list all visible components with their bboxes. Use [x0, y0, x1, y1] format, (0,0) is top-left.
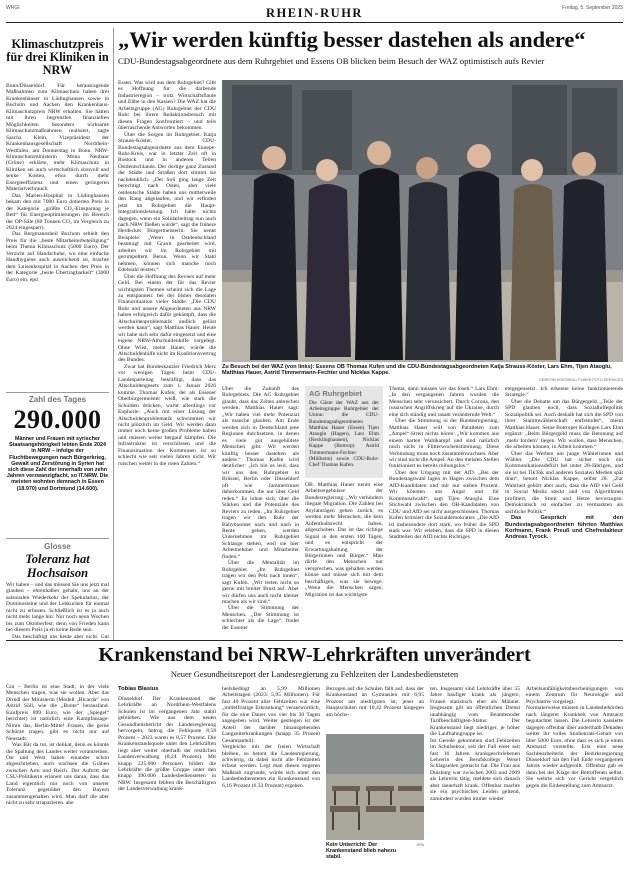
- main-story-paragraph: Essen. Was wird aus dem Ruhrgebiet? Gibt es Hoffnung für die darbende Industrieregion – trotz Wirtschaftsflaute und Ebbe in den Kassen? Die WAZ hat die Arbeitsgruppe (AG) Ruhrgebiet der CDU Ruhr bei ihrem Redaktionsbesuch mit diesen Fragen konfrontiert – und teils überraschende Antworten bekommen.: [118, 80, 216, 132]
- main-story-paragraph: Über die Mentalität im Ruhrgebiet. „Im Ruhrgebiet tragen wir den Pelz nach innen“, sagt Kufen. „Wir treten nicht so gerne mit breiter Brust auf. Aber wir dürfen uns auch nicht kleiner machen als wir sind.“: [222, 560, 299, 605]
- second-story-column-3: Bezogen auf die Schulen fällt auf, dass der Krankenstand an Gymnasien mit 6,95 Prozent am niedrigsten ist, jener an Hauptschulen mit 10,42 Prozent hingegen am höchs-: [326, 686, 424, 718]
- zahl-des-tages-label: Zahl des Tages: [28, 395, 87, 404]
- paper-code: WRGI: [6, 5, 20, 11]
- glosse-paragraph: Wir haben – und das müssen Sie uns jetzt mal glauben – ehrenhalber gehabt, uns an der saisonalen Wiederkehr der Spekulatius, der Dominosteine und der Lebkuchen für einmal nicht zu erbosen. Schließlich ist es ja auch nicht mehr lange hin: Nur noch neun Wochen bis zum Oktoberfest, denn von Frieden kann bei diesem Preis ja eh keine Rede sein.: [6, 582, 109, 634]
- zahl-des-tages-value: 290.000: [13, 405, 102, 434]
- column-divider: [113, 28, 114, 640]
- section-title: RHEIN-RUHR: [266, 6, 363, 20]
- main-story-column-1: [118, 80, 216, 637]
- second-story-column-2: heitsbedingt an 5,99 Millionen Arbeitstagen (2023: 5,95 Millionen). Für fast 40 Prozent aller Fehlzeiten war eine „mittelfristige Erkrankung“ verantwortlich, für die eine Dauer von vier bis 30 Tagen angegeben wird. Weiter gestiegen ist der Anteil der darüber hinausgehenden Langzeiterkrankungen (knapp 35 Prozent Gesamtanteil). Vergleiche mit der freien Wirtschaft bleiben, so betont die Landesregierung, schwierig, da dabei nicht alle Fehlzeiten erfasst werden. Legt man diesen engeren Maßstab zugrunde, würde sich unter den Landesbediensteten ein Krankenstand von 6,16 Prozent (6,33 Prozent) ergeben.: [222, 686, 320, 789]
- classroom-photo-caption: Kein Unterricht: Der Krankenstand blieb nahezu stabil.: [326, 842, 397, 861]
- byline: Tobias Blasius: [118, 686, 159, 692]
- main-story-paragraph: Zwar hat Bundeskanzler Friedrich Merz vor wenigen Tagen beim CDU-Landesparteitag bekräftigt, dass das Altschuldengesetz zum 1. Januar 2026 komme. Thomas Kufen, der als Essener Oberbürgermeister weiß, wie stark die Schulden drücken, warnt allerdings vor Euphorie: „Auch mit einer Lösung der Altschuldenproblematik schwimmen wir nicht plötzlich im Geld. Wir werden dann immer noch keine großen Probleme haben und müssen weiter bergauf kämpfen. Die Infrastruktur ist verschlissen und die Finanzsituation der Kommunen ist so schlecht wie seit vielen Jahren nicht. Wir rutschen weiter in die roten Zahlen.“: [118, 363, 216, 467]
- divider: [6, 392, 109, 393]
- glosse-title: Toleranz hat Hochsaison: [25, 552, 90, 580]
- photo-caption: Zu Besuch bei der WAZ (von links): Essens OB Thomas Kufen und die CDU-Bundestagsabgeordneten Katja Strauss-Köster, Lars Ehm, Tijen Ataoglu, Matthias Hauer, Astrid Timmermann-Fechter und Nicklas Kappe.: [222, 364, 612, 377]
- main-story-column-5: [505, 386, 623, 638]
- main-story-column-4: [389, 386, 499, 638]
- ag-box-label: AG Ruhrgebiet: [309, 389, 362, 398]
- masthead-rule: [6, 22, 623, 23]
- main-story-paragraph: Über das Werben um junge Wählerinnen und Wähler. „Die CDU hat sicher noch ein Kommunikationsdefizit bei unter 28-Jährigen, und sie ist bei TikTok und anderen Sozialen Medien spät dran“, betont Nicklas Kappe, selbst 28. „Zur Wahrheit gehört aber auch, dass die AfD viel Geld in Social Media steckt und von Algorithmen profitiert, die Streit und Hetze bevorzugen. Demokratisch ist einfacher zu vermarkten als sachliche Politik.“: [505, 450, 623, 515]
- glosse-paragraph: Das beschäftigt uns heute aber nicht. Gut: [12, 633, 109, 639]
- divider: [6, 538, 109, 539]
- left-story-paragraph: Das Bergmannsheil Bochum erhielt den Preis für die „beste Mitarbeiterbeteiligung“ beim Thema Klimaschutz (5000 Euro). Der Verzicht auf Handschuhe, wo eine einfache Handhygiene auch ausreichend ist, brachte dem Luisenhospital in Aachen den Preis in der Kategorie „beste Übertragbarkeit“ (3000 Euro) ein. epd: [6, 231, 109, 283]
- second-story-column-1: Düsseldorf. Der Krankenstand der Lehrkräfte an Nordrhein-Westfalens Schulen ist im vergangenen Jahr stabil geblieben. Wie aus dem neuen Gesundheitsbericht der Landesregierung hervorgeht, betrug die Fehlquote 8,58 Prozent – 2023 waren es 8,57 Prozent. Die Krankenstandsquote unter den Lehrkräften liegt aber weiter oberhalb der restlichen Landesverwaltung (8,24 Prozent). Mit knapp 225.000 Personen bilden die Lehrkräfte die größte Gruppe unter den knapp 390.000 Landesbediensteten in NRW. Insgesamt fehlten die Beschäftigten der Landesverwaltung krank-: [118, 696, 216, 793]
- photo-credit: KERSTIN KOKOSKA / FUNKE FOTO SERVICES: [539, 378, 623, 382]
- main-story-paragraph: entgegensetzt. Ich erkenne keine funktionierende Strategie.“: [505, 386, 623, 399]
- main-story-paragraph: Über die Stimmung der Menschen. „Die Stimmung ist schlechter als die Lage“, findet der Essener: [222, 605, 299, 631]
- main-story-paragraph: Über die Sorgen im Ruhrgebiet. Katja Strauss-Köster, CDU-Bundestagsabgeordnete aus dem Ennepe-Ruhr-Kreis, war in letzter Zeit oft in Rostock und in anderen Teilen Ostdeutschlands. Der dortige ganz Zustand der Städte und Straßen dort stimmt sie nachdenklich. „Der Soli ging lange Zeit berechtigt nach Osten, aber viele ostdeutsche Städte haben uns mittlerweile den Rang abgelaufen, und wir erfinden jetzt im Ruhrgebiet die Haupt-Integrationsleistung. Ich hätte nichts dagegen, wenn ein Solidarbeitrag nun auch nach NRW fließen würde“, sagt die frühere Herdecker Bürgermeisterin. Sie nennt Beispiele: „Wenn in Ostdeutschland beantragt mit Granit gearbeitet wird, arbeiten wir im Ruhrgebiet mit gerumpeltem Beton. Wenn wir Stahl nehmen, können sich manche noch Edelstahl leisten.“: [118, 131, 216, 274]
- main-story-paragraph: Über die Hoffnung des Reviers auf mehr Geld. Bei einem der für das Revier wichtigsten Themen scheint sich die Lage zu entspannen: bei der bisher desolaten Finanzsituation vieler Städte. „Die CDU Ruhr und unsere Abgeordneten aus NRW haben erfolgreich dafür gekämpft, dass die Altschuldenproblematik endlich gelöst werden kann“, sagt Matthias Hauer. Heute wir habe sich sehr dafür eingesetzt und eine eigene NRW-Altschuldenhilfe vorgelegt. Ohne Wüst, meint Hauer, würde die Altschuldenhilfe nicht im Koalitionsvertrag des Bundes.: [118, 273, 216, 364]
- glosse-paragraph: Gut – Berlin ist eine Stadt, in der viele Menschen tragen, was sie wollen. Aber das Dirndl der Ministerin (Modell „Ricarda“ von Astrid Söll, wie die „Bunte“ herausfand. Kaufpreis 899 Euro, wie der „Spiegel“ berichtet) ist natürlich eine Kampfansage: Nimm das, Berlin-Mitte! Frauen, die gerne Schürze tragen, gibt es nicht nur auf Neustadt.: [6, 684, 109, 742]
- main-story-paragraph: Über die Zukunft des Ruhrgebiets. Die AG Ruhrgebiet glaubt, dass das Zeiten anbrechen werden. Matthias Hauer sagt: „Wir haben viel mehr Potenzial als manche glauben. Am Ende werden sich in Deutschland jene Regionen durchsetzen, in denen es viele gut ausgebildete Menschen gibt. Wir werden künftig besser dastehen als andere.“ Thomas Kufen wird deutlicher: „Ich bin es leid, dass wir uns den Ruhrgebiet in Brüssel, Berlin oder Düsseldorf oft wie Jammertrunst daherkommen, die nur über Geld reden.“ Es lohne sich, über die Stärken und die Potenziale des Reviers zu reden. „Im Ruhrgebiet tragen wir den Ruhr der Babyboomer nach und nach in Rente gehen, werden Unternehmen im Ruhrgebiet Schlange stehen, weil sie hier Arbeitnehmer und Mitarbeiter finden.“: [222, 386, 299, 560]
- left-column: [6, 38, 109, 283]
- group-photo: [222, 80, 623, 362]
- second-story-column-4: ten. Insgesamt sind Lehrkräfte über 55 Jahre häufiger krank als jüngere, Frauen statistisch eher als Männer. Insgesamt gilt im öffentlichen Dienst unabhängig vom Beamtenoder Tarifbeschäftigten-Status: Der Krankenstand liegt niedriger, je höher die Laufbahngruppe ist. Im Gerede gekommen sind Fehlzeiten im Schulsektor, seit der Fall einer seit fast 16 Jahren krankgeschriebenen Lehrerin des Berufskollegs Wesel Schlagzeilen gemacht hat. Die Frau aus Duisburg war zwischen 2003 und 2009 als Lehrerin tätig, meldete sich danach aber dauerhaft krank. Offenbar machte sie ein psychisches Leiden geltend, zumindest wurden immer wieder: [430, 686, 520, 802]
- glosse-paragraph: Was Bär da tut, ist delikat, denn es könnte die Spaltung des Landes weiter vorantreiben. Ost und West haben einander schon abgeschrieben, auch wachsen die Gräben zwischen Arm und Reich. Der Auftritt der CSU-Politikerin erinnert uns daran, dass das Land eigentlich nur noch von unserer Toleranz gegenüber den Bayern zusammengehalten wird. Man darf die aber nicht zu sehr strapazieren. abe: [6, 742, 109, 807]
- group-photo-illustration: [222, 80, 623, 362]
- left-story-paragraph: Das Marien-Hospital in Lüdinghausen bekam den mit 7000 Euro dotierten Preis in der Kategorie „größte CO₂-Einsparung je Bett“ für Energieoptimierungen im Bereich der OP-Säle (80 Tonnen CO₂ im Vergleich zu 2024 eingespart).: [6, 192, 109, 231]
- left-story-paragraph: Bonn/Düsseldorf. Für herausragende Maßnahmen zum Klimaschutz haben drei Krankenhäuser in Lüdinghausen sowie in Bochum und Aachen den Krankenhaus-Klimaschutzpreis NRW erhalten. Sie hätten mit ihren begrenzten finanziellen Möglichkeiten besonders wirksame Klimaschutzmaßnahmen realisiert, sagte Sascha Klein, Vizepräsident der Krankenhausgesellschaft Nordrhein-Westfalen, am Donnerstag in Bonn. NRW-Klimaschutzministerin Mona Neubaur (Grüne) erklärte, mehr Klimaschutz in Kliniken sei auch wirtschaftlich sinnvoll und senke Kosten, etwa durch mehr Energieeffizienz und einen geringeren Materialverbrauch.: [6, 83, 109, 193]
- second-headline: Krankenstand bei NRW-Lehrkräften unverändert: [98, 644, 531, 666]
- ag-ruhrgebiet-box: [305, 386, 383, 478]
- zahl-des-tages-text: Männer und Frauen mit syrischer Staatsangehörigkeit lebten Ende 2024 in NRW – infolge der Fluchtbewegungen nach Bürgerkrieg, Gewalt und Zerstörung in Syrien hat sich diese Zahl der innerhalb von zehn Jahren verzwanzigfacht, so IT.NRW. Die meisten wohnten demnach in Essen (18.970) und Dortmund (14.600).: [6, 436, 109, 492]
- glosse-body: [6, 582, 109, 639]
- classroom-photo-illustration: [326, 734, 424, 840]
- second-subheadline: Neuer Gesundheitsreport der Landesregierung zu Fehlzeiten der Landesbediensteten: [170, 669, 459, 679]
- classroom-photo-credit: DPA: [416, 843, 424, 847]
- ag-box-text: Die Gäste der WAZ aus der Arbeitsgruppe Ruhrgebiet der Union: die CDU-Bundestagsabgeordneten Matthias Hauer (Essen) Tijen Ataoglu (Hagen), Lars Ehm (Recklinghausen), Nicklas Kappe (Bottrop) Astrid Timmermann-Fechter (Mülheim) sowie CDU-Ruhr-Chef Thomas Kufen.: [309, 400, 379, 469]
- section-rule: [6, 640, 623, 641]
- main-subheadline: CDU-Bundestagsabgeordnete aus dem Ruhrgebiet und Essens OB blicken beim Besuch der WAZ optimistisch aufs Revier: [118, 56, 545, 66]
- interview-credits: Das Gespräch mit den Bundestagsabgeordneten führten Matthias Korfmann, Frank Preuß und Chefredakteur Andreas Tyrock.: [505, 515, 623, 541]
- glosse-body-continued: [6, 684, 109, 868]
- main-story-paragraph: Thema, dann müssen wir das lösen.“ Lars Ehm: „In den vergangenen Jahren wurden die Menschen sehr verunsichert. Durch Corona, den russischen Angriffskrieg auf die Ukraine, durch eine sich ständig und rasant verändernde Welt.“: [389, 386, 499, 418]
- main-story-column-3: OB. Matthias Hauer nennt eine Arbeitsergebnisse der Bundesregierung: „Wir verhindern illegale Migration. Die Zahlen bei Asylanträgen gehen zurück, es werden mehr Menschen, die kein Aufenthaltsrecht haben, abgeschoben. Das ist das richtige Signal in den ersten 100 Tagen, und es entspricht der Erwartungshaltung der Bürgerinnen und Bürger.“ Man dürfe den Menschen nur versprechen, was gehalten werden könne und müsse sich mit dem beschäftigen, was sie bewege. „Wenn die Menschen sagen, Migration ist das wichtigste: [305, 482, 383, 598]
- left-story-headline: Klimaschutzpreis für drei Kliniken in NRW: [6, 37, 109, 77]
- second-story-column-5: Arbeitsunfähigkeitsbescheinigungen von einem Zentrum für Neurologie und Psychiatrie vorgelegt. Normalerweise müssen in Landesbehörden nach längerer Krankheit von Amtsarzt begutachtet lassen. Die Lehrerin kassierte dagegen offenbar über anderthalb Dekaden weiter ihr volles Studienrats-Gehalt von über 5000 Euro, ohne dass es sich je einen Amtsarzt vorstellte. Erst eine neue Sachbearbeiterin der Bezirksregierung Düsseldorf hat den Fall Ende vergangenen Jahres wieder aufgerollt. Offenbar gab es dann bei der Klage der Betroffenen selbst. Sie wehrte sich vor Gericht vergeblich gegen die Einbestellung zum Amtsarzt.: [526, 686, 623, 789]
- classroom-photo: [326, 734, 424, 840]
- main-headline: „Wir werden künftig besser dastehen als andere“: [118, 27, 586, 52]
- main-story-paragraph: Über den Umgang mit der AfD. „Bei der Bundestagswahl lagen in Hagen zwischen dem AfD-Kandidaten und mir nur sieben Prozent. Wir könnten uns Angst und für Kommunalwahl“, sagt Tijen Ataoglu. Eine Stichwahl zwischen den OB-Kandidaten von CDU und AfD sei nicht ausgeschlossen. Thomas Kufen kritisiert die Sozialdemokraten: „Die AfD ist insbesondere dort stark, wo früher die SPD stark war. Wir erleben, dass die SPD in diesen Stadtteilen der AfD nichts Richtiges: [389, 469, 499, 541]
- main-story-paragraph: Über die Debatte um das Bürgergeld. „Teile der SPD glauben noch, dass Sozialhilfepolitik Sozialpolitik sei. Auch deshalb hat sich die SPD von ihrer Stammwählerschaft entfremdet“, meint Matthias Hauer. Seine Bottroper Kollegen Lars Ehm ergänzt: „Beim Bürgergeld muss die Betonung auf ‚mehr fordern‘ liegen. Wir wollen, dass Menschen, die arbeiten können, in Arbeit kommen.“: [505, 398, 623, 451]
- left-story-body: [6, 83, 109, 283]
- main-story-column-2: [222, 386, 299, 638]
- issue-date: Freitag, 5. September 2025: [562, 5, 623, 11]
- main-story-paragraph: Über die Stimmung in der Bundesregierung. Matthias Hauer will von Parallelen zum „Ampel“-Streit nichts hören: „Wir kommen aus einem harten Wahlkampf und sind natürlich noch nicht in Flitterwochenstimmung. Diese Verbindung muss noch zusammenwachsen. Aber wir sind nicht die Ampel. An den meisten Stellen funktioniert es bereits reibungslos.“: [389, 418, 499, 470]
- glosse-label: Glosse: [44, 542, 71, 551]
